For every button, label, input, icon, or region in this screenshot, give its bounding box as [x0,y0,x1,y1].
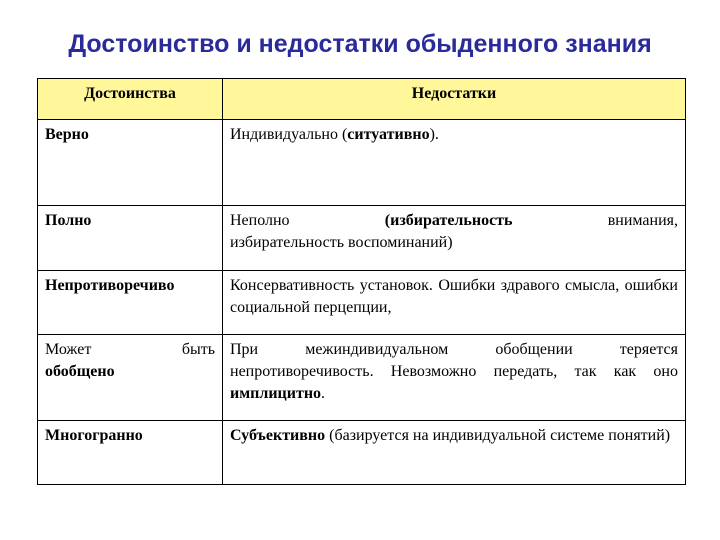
page-title: Достоинство и недостатки обыденного знания [68,30,652,58]
disadvantage-text: (базируется на индивидуальной системе понятий) [325,427,671,444]
advantage-text: быть [181,341,215,358]
disadvantage-cell [223,206,686,271]
table-row [38,206,686,271]
disadvantage-emphasis: имплицитно [230,385,322,402]
disadvantage-cell: Консервативность установок. Ошибки здравого смысла, ошибки социальной перцепции, [223,271,686,335]
advantage-cell: Верно [38,120,223,206]
advantage-text: Может [45,341,92,358]
disadvantage-text: внимания, [607,212,678,229]
disadvantage-text: Индивидуально ( [230,126,348,143]
advantage-line [45,339,215,361]
advantage-cell [38,335,223,421]
disadvantage-emphasis: (избирательность [384,212,513,229]
disadvantage-cell [223,120,686,206]
header-advantages: Достоинства [38,79,223,120]
table-header-row [38,79,686,120]
table-row [38,120,686,206]
disadvantage-cell [223,335,686,421]
table-row [38,421,686,485]
disadvantage-cell [223,421,686,485]
disadvantage-line [230,210,678,232]
table-row [38,271,686,335]
advantage-cell: Полно [38,206,223,271]
disadvantage-text: избирательность воспоминаний) [230,234,453,251]
header-disadvantages: Недостатки [223,79,686,120]
disadvantage-text: ). [429,126,439,143]
advantage-cell: Непротиворечиво [38,271,223,335]
advantage-cell: Многогранно [38,421,223,485]
table-row [38,335,686,421]
disadvantage-text: Неполно [230,212,290,229]
disadvantage-text: При межиндивидуальном обобщении теряется непротиворечивость. Невозможно передать, так как оно [230,341,678,380]
advantage-text: обобщено [45,363,115,380]
comparison-table [37,78,686,485]
disadvantage-emphasis: ситуативно [347,126,430,143]
disadvantage-text: . [321,385,326,402]
disadvantage-emphasis: Субъективно [230,427,326,444]
